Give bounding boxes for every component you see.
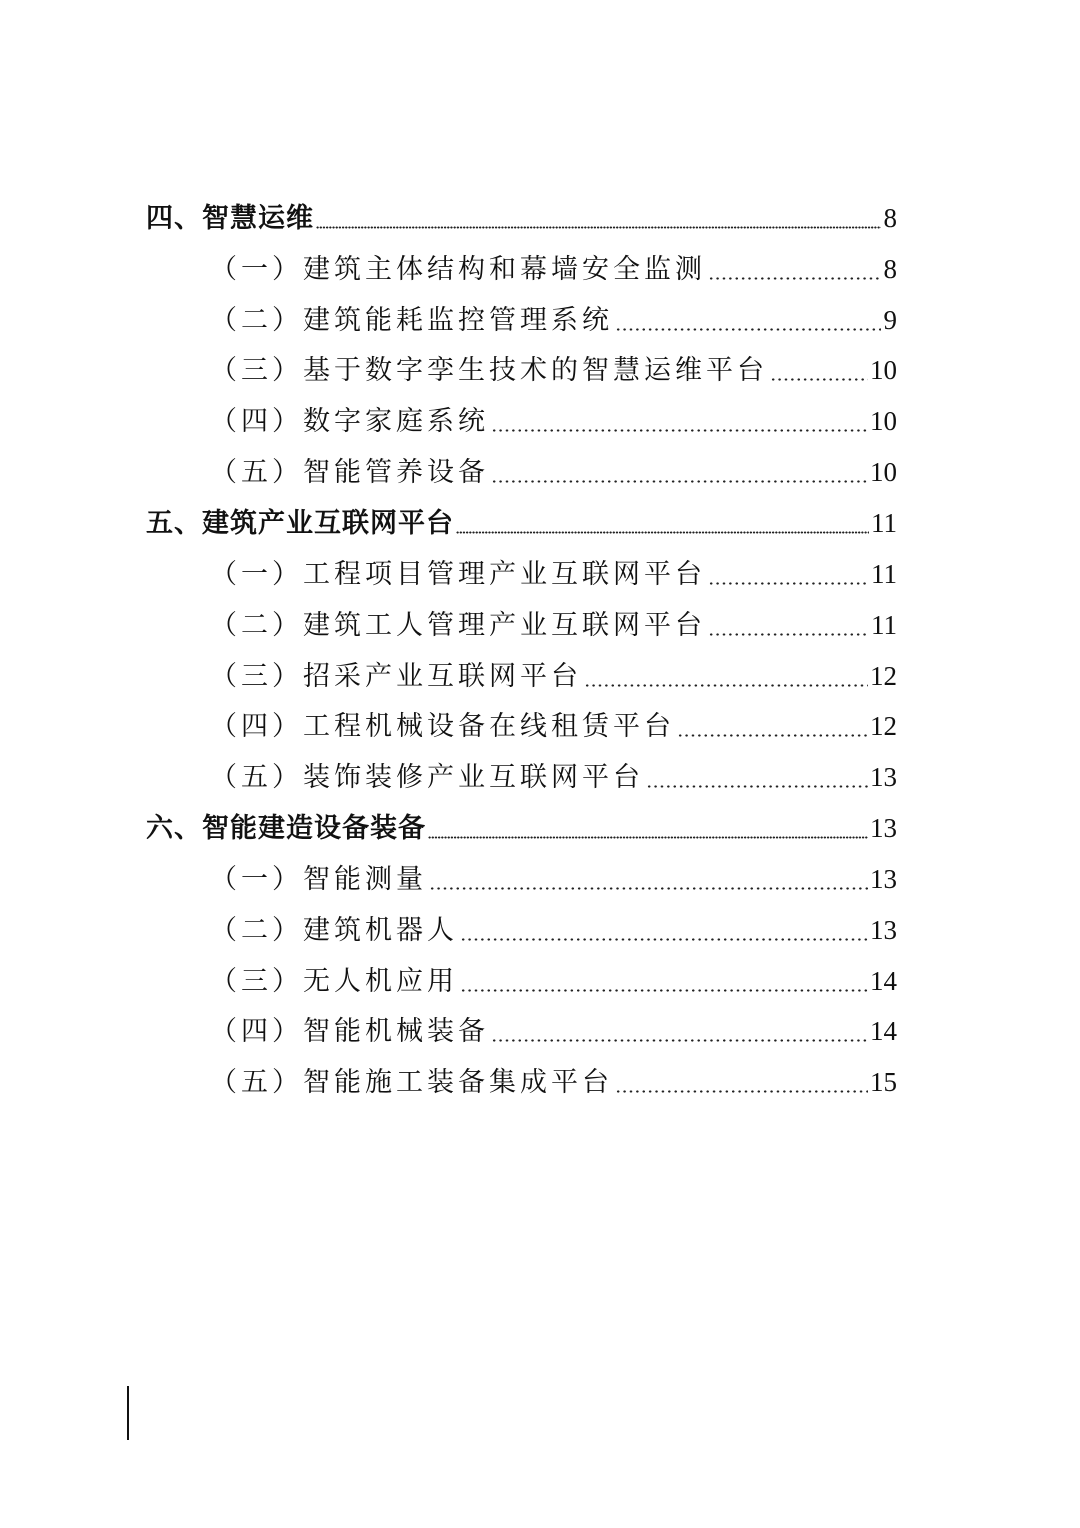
toc-entry-title: （五）智能管养设备 — [210, 457, 489, 489]
dot-leader — [491, 480, 868, 483]
toc-entry-title: （四）工程机械设备在线租赁平台 — [210, 711, 675, 743]
dot-leader — [491, 1039, 868, 1042]
dot-leader — [677, 734, 868, 737]
toc-page-number: 11 — [871, 609, 897, 640]
toc-entry-title: （一）智能测量 — [210, 863, 427, 895]
toc-entry-title: （二）建筑工人管理产业互联网平台 — [210, 609, 706, 641]
toc-page-number: 13 — [870, 813, 897, 844]
toc-page-number: 11 — [871, 558, 897, 589]
dot-leader — [770, 378, 868, 381]
toc-subsection-entry[interactable] — [0, 244, 1080, 295]
dot-leader — [491, 429, 868, 432]
toc-subsection-entry[interactable] — [0, 447, 1080, 498]
dot-leader — [708, 582, 869, 585]
dot-leader — [615, 1090, 868, 1093]
toc-page-number: 9 — [883, 304, 897, 335]
toc-subsection-entry[interactable] — [0, 701, 1080, 752]
toc-subsection-entry[interactable] — [0, 396, 1080, 447]
toc-subsection-entry[interactable] — [0, 600, 1080, 651]
toc-subsection-entry[interactable] — [0, 1007, 1080, 1058]
dot-leader — [460, 989, 868, 992]
dot-leader — [456, 531, 869, 534]
toc-page-number: 12 — [870, 711, 897, 742]
toc-page-number: 10 — [870, 355, 897, 386]
dot-leader — [646, 785, 868, 788]
dot-leader — [460, 938, 868, 941]
table-of-contents — [0, 193, 1080, 1108]
dot-leader — [316, 226, 881, 229]
toc-section-heading[interactable] — [0, 193, 1080, 244]
toc-subsection-entry[interactable] — [0, 1057, 1080, 1108]
toc-page-number: 8 — [883, 253, 897, 284]
toc-page-number: 14 — [870, 965, 897, 996]
toc-page-number: 11 — [871, 507, 897, 538]
toc-entry-title: （三）无人机应用 — [210, 965, 458, 997]
toc-page-number: 8 — [883, 202, 897, 233]
toc-subsection-entry[interactable] — [0, 549, 1080, 600]
toc-entry-title: （四）数字家庭系统 — [210, 406, 489, 438]
toc-entry-title: （一）建筑主体结构和幕墙安全监测 — [210, 253, 706, 285]
toc-page-number: 10 — [870, 406, 897, 437]
toc-page-number: 15 — [870, 1067, 897, 1098]
toc-page-number: 14 — [870, 1016, 897, 1047]
toc-section-heading[interactable] — [0, 803, 1080, 854]
toc-entry-title: 五、建筑产业互联网平台 — [146, 507, 454, 539]
toc-subsection-entry[interactable] — [0, 295, 1080, 346]
toc-page-number: 13 — [870, 863, 897, 894]
toc-subsection-entry[interactable] — [0, 854, 1080, 905]
toc-entry-title: （二）建筑机器人 — [210, 914, 458, 946]
toc-entry-title: （五）智能施工装备集成平台 — [210, 1067, 613, 1099]
toc-subsection-entry[interactable] — [0, 346, 1080, 397]
toc-subsection-entry[interactable] — [0, 956, 1080, 1007]
toc-subsection-entry[interactable] — [0, 651, 1080, 702]
toc-entry-title: （二）建筑能耗监控管理系统 — [210, 304, 613, 336]
toc-entry-title: 六、智能建造设备装备 — [146, 813, 426, 845]
dot-leader — [708, 633, 869, 636]
margin-rule — [127, 1386, 129, 1440]
toc-entry-title: 四、智慧运维 — [146, 202, 314, 234]
toc-entry-title: （三）基于数字孪生技术的智慧运维平台 — [210, 355, 768, 387]
toc-entry-title: （四）智能机械装备 — [210, 1016, 489, 1048]
dot-leader — [429, 887, 868, 890]
toc-page-number: 12 — [870, 660, 897, 691]
dot-leader — [428, 836, 868, 839]
toc-section-heading[interactable] — [0, 498, 1080, 549]
dot-leader — [584, 684, 868, 687]
toc-page-number: 10 — [870, 457, 897, 488]
toc-page-number: 13 — [870, 914, 897, 945]
toc-page-number: 13 — [870, 762, 897, 793]
toc-entry-title: （三）招采产业互联网平台 — [210, 660, 582, 692]
toc-entry-title: （一）工程项目管理产业互联网平台 — [210, 558, 706, 590]
toc-subsection-entry[interactable] — [0, 905, 1080, 956]
dot-leader — [708, 277, 881, 280]
toc-subsection-entry[interactable] — [0, 752, 1080, 803]
toc-entry-title: （五）装饰装修产业互联网平台 — [210, 762, 644, 794]
dot-leader — [615, 328, 881, 331]
